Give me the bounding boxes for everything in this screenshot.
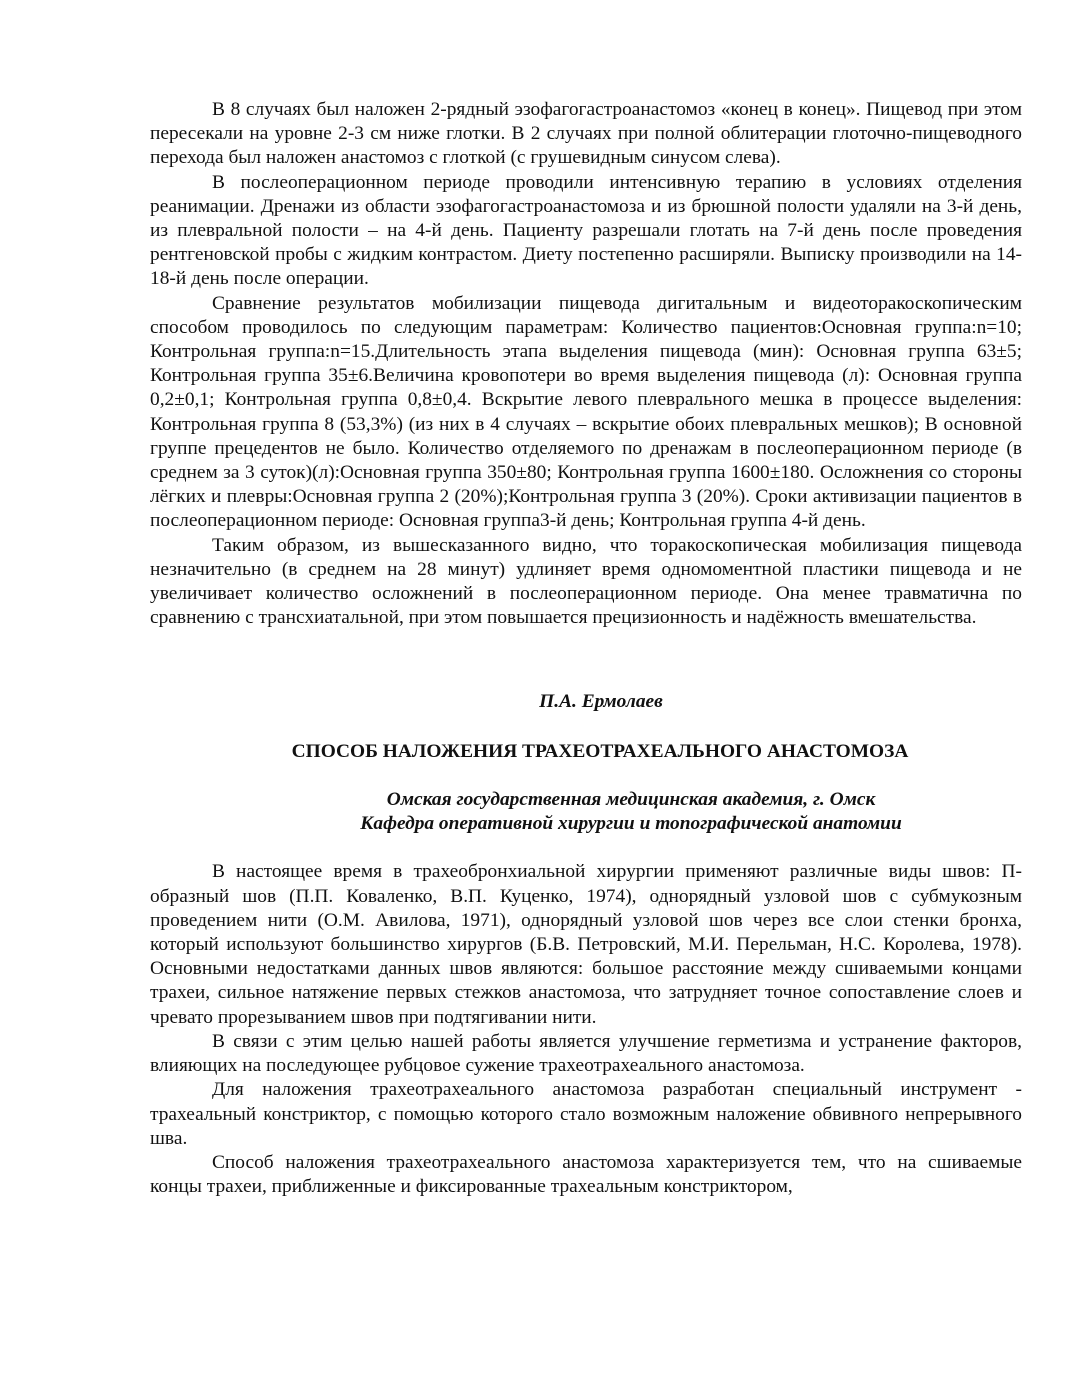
paragraph-aim: В связи с этим целью нашей работы является улучшение герметизма и устранение факторов, влияющих на последующее рубцовое сужение трахеотрахеального анастомоза.: [150, 1030, 1022, 1077]
paragraph-instrument: Для наложения трахеотрахеального анастомоза разработан специальный инструмент - трахеальный констриктор, с помощью которого стало возможным наложение обвивного непрерывного шва.: [150, 1079, 1022, 1149]
document-page: [150, 98, 1022, 1199]
paragraph-suture-types: В настоящее время в трахеобронхиальной хирургии применяют различные виды швов: П-образный шов (П.П. Коваленко, В.П. Куценко, 1974), однорядный узловой шов с субмукозным проведением нити (О.М. Авилова, 1971), однорядный узловой шов через все слои стенки бронха, который используют большинство хирургов (Б.В. Петровский, М.И. Перельман, Н.С. Королева, 1978). Основными недостатками данных швов являются: большое расстояние между сшиваемыми концами трахеи, сильное натяжение первых стежков анастомоза, что затрудняет точное сопоставление слоев и чревато прорезыванием швов при подтягивании нити.: [150, 861, 1022, 1028]
article-author: П.А. Ермолаев: [539, 691, 663, 713]
paragraph-method: Способ наложения трахеотрахеального анастомоза характеризуется тем, что на сшиваемые концы трахеи, приближенные и фиксированные трахеальным констриктором,: [150, 1151, 1022, 1198]
paragraph-conclusion: Таким образом, из вышесказанного видно, что торакоскопическая мобилизация пищевода незначительно (в среднем на 28 минут) удлиняет время одномоментной пластики пищевода и не увеличивает количество осложнений в послеоперационном периоде. Она менее травматична по сравнению с трансхиатальной, при этом повышается прецизионность и надёжность вмешательства.: [150, 534, 1022, 629]
paragraph-anastomosis-cases: В 8 случаях был наложен 2-рядный эзофагогастроанастомоз «конец в конец». Пищевод при этом пересекали на уровне 2-3 см ниже глотки. В 2 случаях при полной облитерации глоточно-пищеводного перехода был наложен анастомоз с глоткой (с грушевидным синусом слева).: [150, 99, 1022, 169]
paragraph-comparison-results: Сравнение результатов мобилизации пищевода дигитальным и видеоторакоскопическим способом проводилось по следующим параметрам: Количество пациентов:Основная группа:n=10; Контрольная группа:n=15.Длительность этапа выделения пищевода (мин): Основная группа 63±5; Контрольная группа 35±6.Величина кровопотери во время выделения пищевода (л): Основная группа 0,2±0,1; Контрольная группа 0,8±0,4. Вскрытие левого плеврального мешка в процессе выделения: Контрольная группа 8 (53,3%) (из них в 4 случаях – вскрытие обоих плевральных мешков); В основной группе прецедентов не было. Количество отделяемого по дренажам в послеоперационном периоде (в среднем за 3 суток)(л):Основная группа 350±80; Контрольная группа 1600±180. Осложнения со стороны лёгких и плевры:Основная группа 2 (20%);Контрольная группа 3 (20%). Сроки активизации пациентов в послеоперационном периоде: Основная группа3-й день; Контрольная группа 4-й день.: [150, 292, 1022, 532]
article-body: [150, 860, 1022, 1199]
article-title: СПОСОБ НАЛОЖЕНИЯ ТРАХЕОТРАХЕАЛЬНОГО АНАСТОМОЗА: [291, 741, 909, 763]
continuation-section: [150, 98, 1022, 630]
article-affiliation: [150, 788, 1022, 836]
affiliation-institution: Омская государственная медицинская академия, г. Омск: [386, 789, 876, 811]
paragraph-postoperative-period: В послеоперационном периоде проводили интенсивную терапию в условиях отделения реанимации. Дренажи из области эзофагогастроанастомоза и из брюшной полости удаляли на 3-й день, из плевральной полости – на 4-й день. Пациенту разрешали глотать на 7-й день после проведения рентгеновской пробы с жидким контрастом. Диету постепенно расширяли. Выписку производили на 14-18-й день после операции.: [150, 171, 1022, 290]
affiliation-department: Кафедра оперативной хирургии и топографической анатомии: [360, 813, 902, 835]
